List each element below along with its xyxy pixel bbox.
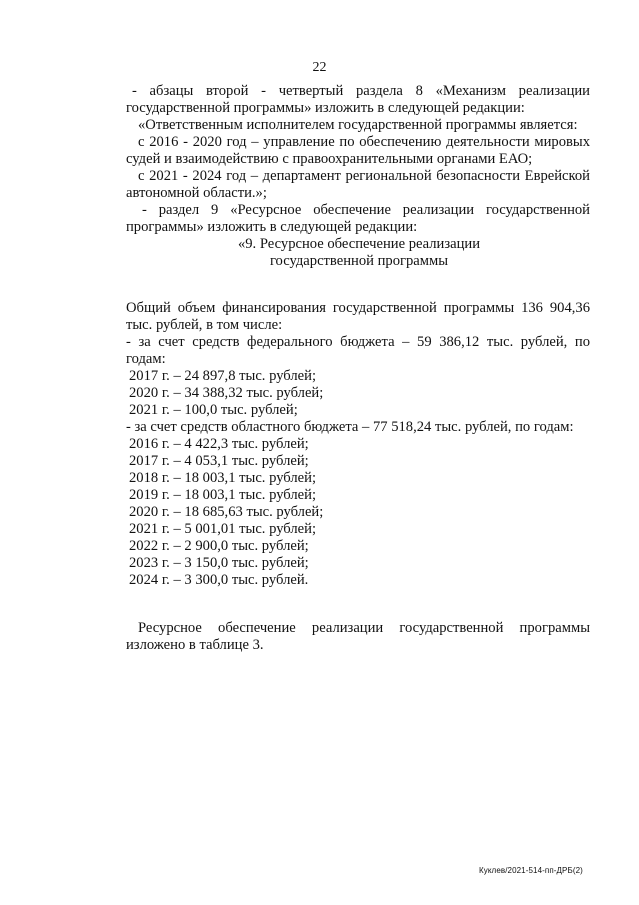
spacer	[126, 270, 590, 300]
regional-year-item: 2022 г. – 2 900,0 тыс. рублей;	[129, 538, 309, 554]
regional-year-item: 2021 г. – 5 001,01 тыс. рублей;	[129, 521, 316, 537]
document-body	[126, 83, 590, 654]
regional-year-item: 2017 г. – 4 053,1 тыс. рублей;	[129, 453, 309, 469]
regional-year-item: 2016 г. – 4 422,3 тыс. рублей;	[129, 436, 309, 452]
responsible-executor-paragraph: «Ответственным исполнителем государственной программы является:	[138, 117, 578, 133]
spacer	[126, 589, 590, 620]
regional-year-item: 2019 г. – 18 003,1 тыс. рублей;	[129, 487, 316, 503]
federal-year-item: 2020 г. – 34 388,32 тыс. рублей;	[129, 385, 324, 401]
federal-year-item: 2017 г. – 24 897,8 тыс. рублей;	[129, 368, 316, 384]
federal-year-item: 2021 г. – 100,0 тыс. рублей;	[129, 402, 298, 418]
total-financing-paragraph: Общий объем финансирования государственной программы 136 904,36 тыс. рублей, в том числе:	[126, 300, 590, 333]
regional-year-item: 2020 г. – 18 685,63 тыс. рублей;	[129, 504, 324, 520]
document-registration-mark: Куклев/2021-514-пп-ДРБ(2)	[479, 866, 583, 875]
closing-paragraph: Ресурсное обеспечение реализации государственной программы изложено в таблице 3.	[126, 620, 590, 653]
amendment-paragraph-section-9: - раздел 9 «Ресурсное обеспечение реализации государственной программы» изложить в следующей редакции:	[126, 202, 590, 235]
amendment-paragraph-section-8: - абзацы второй - четвертый раздела 8 «Механизм реализации государственной программы» изложить в следующей редакции:	[126, 83, 590, 116]
section-heading-line-1: «9. Ресурсное обеспечение реализации	[237, 236, 481, 252]
section-heading-line-2: государственной программы	[269, 253, 449, 269]
executor-2016-2020-paragraph: с 2016 - 2020 год – управление по обеспечению деятельности мировых судей и взаимодействию с правоохранительными органами ЕАО;	[126, 134, 590, 167]
federal-years-list	[126, 368, 590, 419]
regional-budget-intro: - за счет средств областного бюджета – 77 518,24 тыс. рублей, по годам:	[126, 419, 574, 435]
page-number: 22	[312, 60, 327, 75]
federal-budget-intro: - за счет средств федерального бюджета – 59 386,12 тыс. рублей, по годам:	[126, 334, 590, 367]
executor-2021-2024-paragraph: с 2021 - 2024 год – департамент региональной безопасности Еврейской автономной области.»;	[126, 168, 590, 201]
regional-year-item: 2024 г. – 3 300,0 тыс. рублей.	[129, 572, 309, 588]
regional-year-item: 2018 г. – 18 003,1 тыс. рублей;	[129, 470, 316, 486]
regional-years-list	[126, 436, 590, 589]
regional-year-item: 2023 г. – 3 150,0 тыс. рублей;	[129, 555, 309, 571]
